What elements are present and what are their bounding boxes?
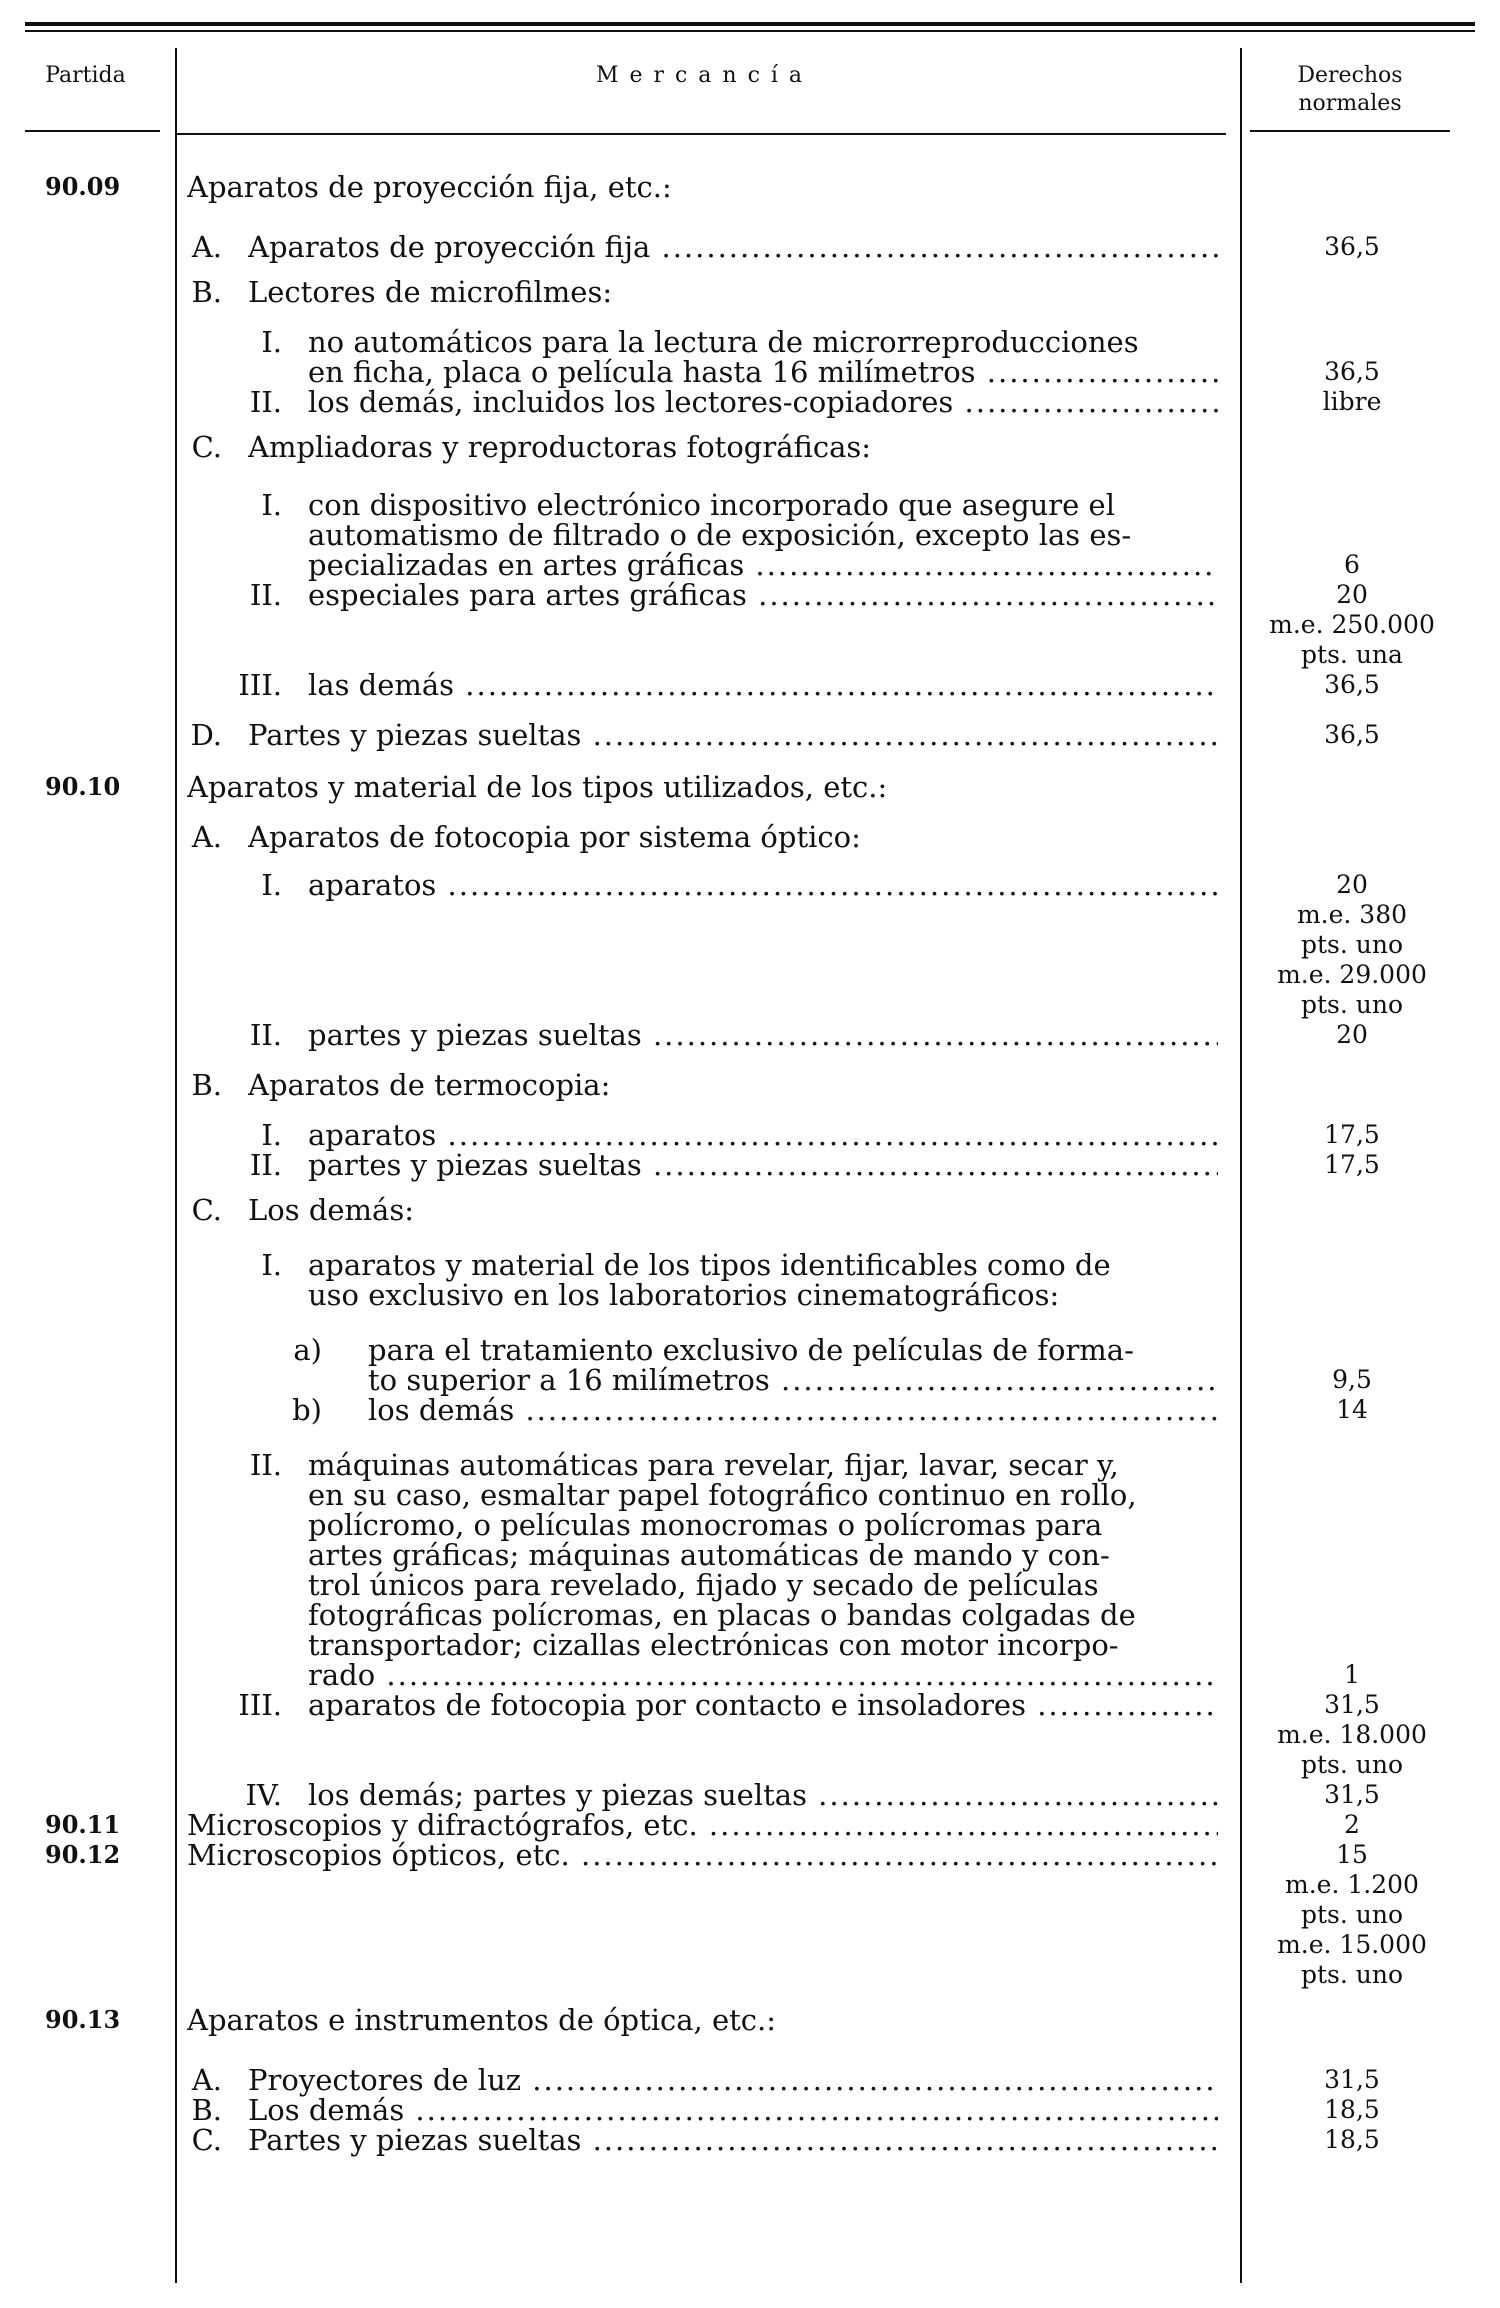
item-description: Partes y piezas sueltas ..... [248, 718, 1218, 752]
duty-rate: m.e. 1.200 [1285, 1870, 1419, 1899]
table-row [0, 2063, 1500, 2097]
item-label: C. [191, 430, 222, 464]
duty-rate: pts. uno [1300, 990, 1404, 1019]
duty-rate: m.e. 250.000 [1269, 610, 1435, 639]
item-description: aparatos y material de los tipos identificables como de [308, 1248, 1111, 1282]
item-description: las demás ..... [308, 668, 1218, 702]
table-row [0, 1118, 1500, 1152]
duty-rate: 20 [1336, 1020, 1368, 1049]
duty-rate: pts. uno [1300, 930, 1404, 959]
duty-rate: pts. uno [1300, 1960, 1404, 1989]
item-label: III. [238, 1688, 282, 1722]
item-description: trol únicos para revelado, fijado y secado de películas [308, 1568, 1099, 1602]
table-row [0, 2123, 1500, 2157]
item-label: I. [261, 325, 282, 359]
duty-rate: 6 [1344, 550, 1360, 579]
item-label: D. [190, 718, 222, 752]
item-description: especiales para artes gráficas ..... [308, 578, 1218, 612]
duty-rate: 36,5 [1324, 670, 1380, 699]
item-label: II. [249, 1018, 282, 1052]
table-row [0, 1448, 1500, 1482]
item-description: artes gráficas; máquinas automáticas de mando y con- [308, 1538, 1110, 1572]
item-label: A. [191, 230, 222, 264]
table-row [0, 958, 1500, 992]
item-description: fotográficas polícromas, en placas o bandas colgadas de [308, 1598, 1136, 1632]
table-row [0, 1148, 1500, 1182]
duty-rate: 1 [1344, 1660, 1360, 1689]
item-description: para el tratamiento exclusivo de películas de forma- [368, 1333, 1134, 1367]
table-row [0, 275, 1500, 309]
partida-code: 90.12 [45, 1840, 121, 1869]
duty-rate: 18,5 [1324, 2125, 1380, 2154]
duty-rate: 15 [1336, 1840, 1368, 1869]
table-row [0, 1808, 1500, 1842]
table-row [0, 548, 1500, 582]
duty-rate: 31,5 [1324, 1690, 1380, 1719]
duty-rate: 14 [1336, 1395, 1368, 1424]
table-row [0, 898, 1500, 932]
duty-rate: 36,5 [1324, 720, 1380, 749]
item-description: partes y piezas sueltas ..... [308, 1148, 1218, 1182]
duty-rate: m.e. 380 [1296, 900, 1408, 929]
item-description: Partes y piezas sueltas ..... [248, 2123, 1218, 2157]
header-mercancia: M e r c a n c í a [595, 63, 805, 88]
duty-rate: 9,5 [1332, 1365, 1372, 1394]
table-row [0, 230, 1500, 264]
duty-rate: pts. uno [1300, 1750, 1404, 1779]
item-label: II. [249, 385, 282, 419]
duty-rate: m.e. 18.000 [1277, 1720, 1427, 1749]
item-description: to superior a 16 milímetros ..... [368, 1363, 1218, 1397]
table-row [0, 488, 1500, 522]
table-row [0, 1018, 1500, 1052]
duty-rate: m.e. 15.000 [1277, 1930, 1427, 1959]
table-row [0, 1248, 1500, 1282]
table-row [0, 1718, 1500, 1752]
item-description: no automáticos para la lectura de microrreproducciones [308, 325, 1139, 359]
duty-rate: pts. uno [1300, 1900, 1404, 1929]
item-label: I. [261, 868, 282, 902]
duty-rate: pts. una [1301, 640, 1403, 669]
table-row [0, 1928, 1500, 1962]
header-derechos-line1: Derechos [1297, 63, 1403, 88]
table-row [0, 518, 1500, 552]
table-row [0, 325, 1500, 359]
duty-rate: 36,5 [1324, 357, 1380, 386]
table-row [0, 1278, 1500, 1312]
item-description: Aparatos y material de los tipos utilizados, etc.: [187, 770, 888, 804]
table-row [0, 868, 1500, 902]
table-row [0, 578, 1500, 612]
header-partida: Partida [45, 63, 126, 88]
item-label: B. [191, 2093, 222, 2127]
table-row [0, 1748, 1500, 1782]
item-label: III. [238, 668, 282, 702]
table-row [0, 1658, 1500, 1692]
table-row [0, 608, 1500, 642]
partida-code: 90.11 [45, 1810, 121, 1839]
table-row [0, 1478, 1500, 1512]
item-label: II. [249, 1448, 282, 1482]
item-label: I. [261, 1248, 282, 1282]
item-description: uso exclusivo en los laboratorios cinematográficos: [308, 1278, 1060, 1312]
table-row [0, 385, 1500, 419]
table-row [0, 1508, 1500, 1542]
table-row [0, 1068, 1500, 1102]
item-description: Aparatos de proyección fija ..... [248, 230, 1218, 264]
item-label: A. [191, 820, 222, 854]
table-row [0, 928, 1500, 962]
table-row [0, 1538, 1500, 1572]
table-row [0, 668, 1500, 702]
table-row [0, 1958, 1500, 1992]
duty-rate: 17,5 [1324, 1150, 1380, 1179]
duty-rate: 31,5 [1324, 1780, 1380, 1809]
table-row [0, 170, 1500, 204]
item-label: C. [191, 2123, 222, 2157]
item-label: C. [191, 1193, 222, 1227]
item-description: con dispositivo electrónico incorporado que asegure el [308, 488, 1115, 522]
item-description: automatismo de filtrado o de exposición, excepto las es- [308, 518, 1132, 552]
table-row [0, 1778, 1500, 1812]
table-row [0, 1568, 1500, 1602]
table-row [0, 1838, 1500, 1872]
item-description: pecializadas en artes gráficas ..... [308, 548, 1218, 582]
item-label: A. [191, 2063, 222, 2097]
item-description: Microscopios ópticos, etc. ..... [187, 1838, 1218, 1872]
table-row [0, 2003, 1500, 2037]
duty-rate: 17,5 [1324, 1120, 1380, 1149]
item-label: I. [261, 1118, 282, 1152]
duty-rate: 18,5 [1324, 2095, 1380, 2124]
item-description: Proyectores de luz ..... [248, 2063, 1218, 2097]
item-description: Ampliadoras y reproductoras fotográficas: [248, 430, 872, 464]
item-description: Los demás: [248, 1193, 414, 1227]
table-row [0, 430, 1500, 464]
header-derechos-line2: normales [1298, 91, 1402, 116]
table-row [0, 1628, 1500, 1662]
item-label: a) [293, 1333, 322, 1367]
item-description: Aparatos de proyección fija, etc.: [187, 170, 672, 204]
table-row [0, 1868, 1500, 1902]
duty-rate: 20 [1336, 870, 1368, 899]
table-row [0, 820, 1500, 854]
item-description: los demás ..... [368, 1393, 1218, 1427]
item-label: B. [191, 275, 222, 309]
item-description: polícromo, o películas monocromas o polícromas para [308, 1508, 1103, 1542]
item-description: los demás, incluidos los lectores-copiadores ..... [308, 385, 1218, 419]
item-description: Lectores de microfilmes: [248, 275, 613, 309]
item-description: Microscopios y difractógrafos, etc. ..... [187, 1808, 1218, 1842]
table-row [0, 1363, 1500, 1397]
item-description: partes y piezas sueltas ..... [308, 1018, 1218, 1052]
item-description: Aparatos e instrumentos de óptica, etc.: [187, 2003, 777, 2037]
table-row [0, 770, 1500, 804]
item-description: en su caso, esmaltar papel fotográfico continuo en rollo, [308, 1478, 1137, 1512]
item-description: máquinas automáticas para revelar, fijar, lavar, secar y, [308, 1448, 1119, 1482]
duty-rate: 20 [1336, 580, 1368, 609]
duty-rate: libre [1322, 387, 1382, 416]
table-row [0, 718, 1500, 752]
table-row [0, 1688, 1500, 1722]
item-label: I. [261, 488, 282, 522]
table-row [0, 2093, 1500, 2127]
item-description: Los demás ..... [248, 2093, 1218, 2127]
duty-rate: 2 [1344, 1810, 1360, 1839]
partida-code: 90.10 [45, 772, 121, 801]
duty-rate: 36,5 [1324, 232, 1380, 261]
item-description: aparatos ..... [308, 1118, 1218, 1152]
table-row [0, 1598, 1500, 1632]
table-row [0, 638, 1500, 672]
item-description: en ficha, placa o película hasta 16 milímetros ..... [308, 355, 1218, 389]
table-row [0, 1898, 1500, 1932]
table-row [0, 355, 1500, 389]
table-row [0, 1393, 1500, 1427]
item-label: II. [249, 578, 282, 612]
item-description: Aparatos de termocopia: [248, 1068, 611, 1102]
item-description: aparatos ..... [308, 868, 1218, 902]
item-description: aparatos de fotocopia por contacto e insoladores ..... [308, 1688, 1218, 1722]
item-description: rado ..... [308, 1658, 1218, 1692]
item-description: transportador; cizallas electrónicas con motor incorpo- [308, 1628, 1119, 1662]
item-description: los demás; partes y piezas sueltas ..... [308, 1778, 1218, 1812]
item-label: b) [292, 1393, 322, 1427]
item-label: IV. [245, 1778, 282, 1812]
item-label: B. [191, 1068, 222, 1102]
partida-code: 90.13 [45, 2005, 121, 2034]
table-row [0, 988, 1500, 1022]
item-description: Aparatos de fotocopia por sistema óptico: [248, 820, 861, 854]
duty-rate: m.e. 29.000 [1277, 960, 1427, 989]
duty-rate: 31,5 [1324, 2065, 1380, 2094]
table-row [0, 1333, 1500, 1367]
partida-code: 90.09 [45, 172, 121, 201]
item-label: II. [249, 1148, 282, 1182]
table-row [0, 1193, 1500, 1227]
